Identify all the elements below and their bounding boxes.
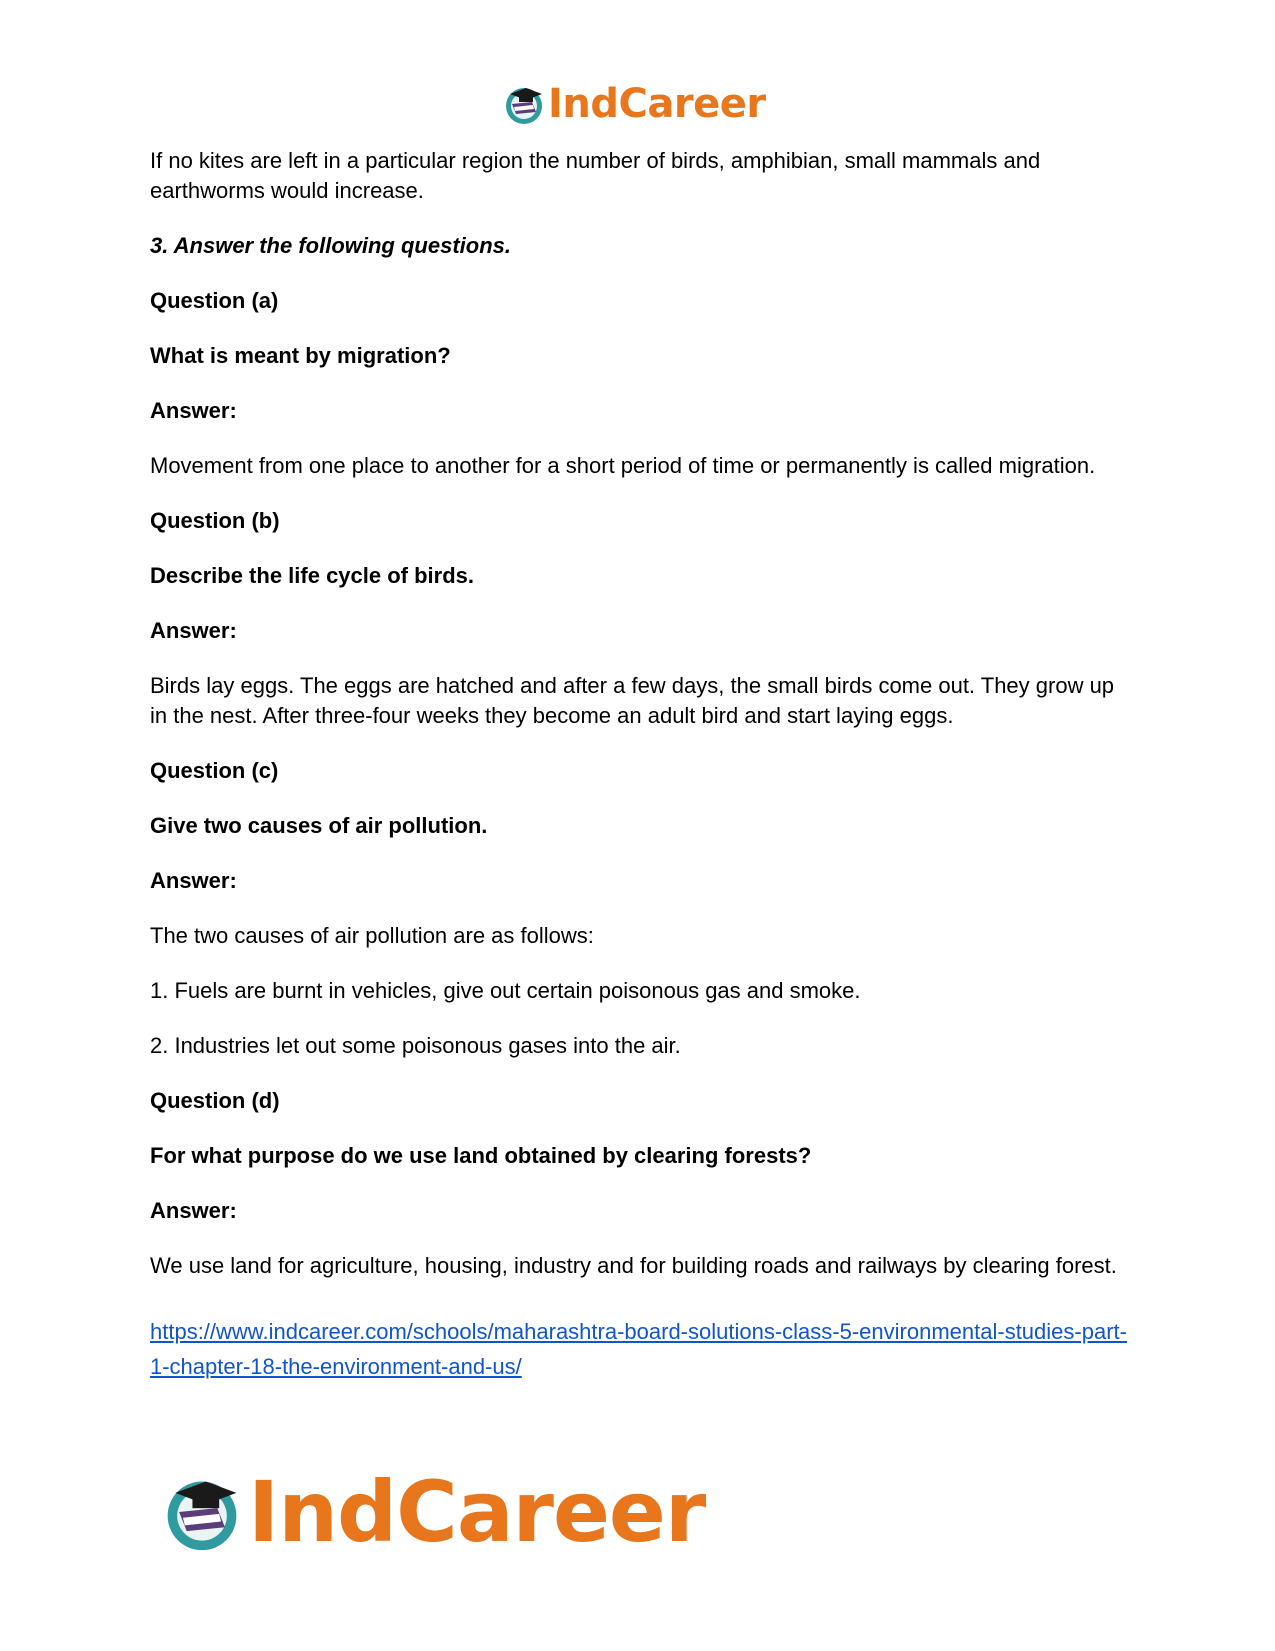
answer-list-item: 2. Industries let out some poisonous gases into the air. <box>150 1033 681 1058</box>
graduation-globe-icon <box>160 1470 244 1554</box>
question-text: Describe the life cycle of birds. <box>150 563 475 588</box>
footer-logo <box>160 1462 705 1562</box>
answer-text: We use land for agriculture, housing, industry and for building roads and railways by clearing forest. <box>150 1253 1117 1278</box>
qa-block-a <box>150 286 1135 481</box>
answer-label: Answer: <box>150 1198 237 1223</box>
graduation-globe-icon <box>502 82 546 126</box>
source-link[interactable]: https://www.indcareer.com/schools/maharashtra-board-solutions-class-5-environmental-studies-part-1-chapter-18-the-environment-and-us/ <box>150 1319 1127 1379</box>
question-text: What is meant by migration? <box>150 343 451 368</box>
document-body <box>150 146 1135 1384</box>
answer-label: Answer: <box>150 868 237 893</box>
answer-text: Birds lay eggs. The eggs are hatched and after a few days, the small birds come out. They grow up in the nest. After three-four weeks they become an adult bird and start laying eggs. <box>150 673 1115 728</box>
question-label: Question (c) <box>150 758 279 783</box>
header-logo <box>502 80 766 128</box>
qa-block-b <box>150 506 1135 731</box>
answer-text: Movement from one place to another for a short period of time or permanently is called migration. <box>150 453 1096 478</box>
logo-wordmark: IndCareer <box>248 1463 706 1561</box>
intro-paragraph: If no kites are left in a particular region the number of birds, amphibian, small mammals and earthworms would increase. <box>150 148 1041 203</box>
question-label: Question (a) <box>150 288 279 313</box>
answer-text: The two causes of air pollution are as follows: <box>150 923 594 948</box>
logo-wordmark: IndCareer <box>548 81 766 127</box>
answer-label: Answer: <box>150 618 237 643</box>
question-label: Question (d) <box>150 1088 280 1113</box>
question-text: For what purpose do we use land obtained by clearing forests? <box>150 1143 812 1168</box>
question-text: Give two causes of air pollution. <box>150 813 488 838</box>
qa-block-c <box>150 756 1135 1061</box>
qa-block-d <box>150 1086 1135 1281</box>
answer-label: Answer: <box>150 398 237 423</box>
section-heading: 3. Answer the following questions. <box>150 233 511 258</box>
question-label: Question (b) <box>150 508 280 533</box>
answer-list-item: 1. Fuels are burnt in vehicles, give out certain poisonous gas and smoke. <box>150 978 861 1003</box>
